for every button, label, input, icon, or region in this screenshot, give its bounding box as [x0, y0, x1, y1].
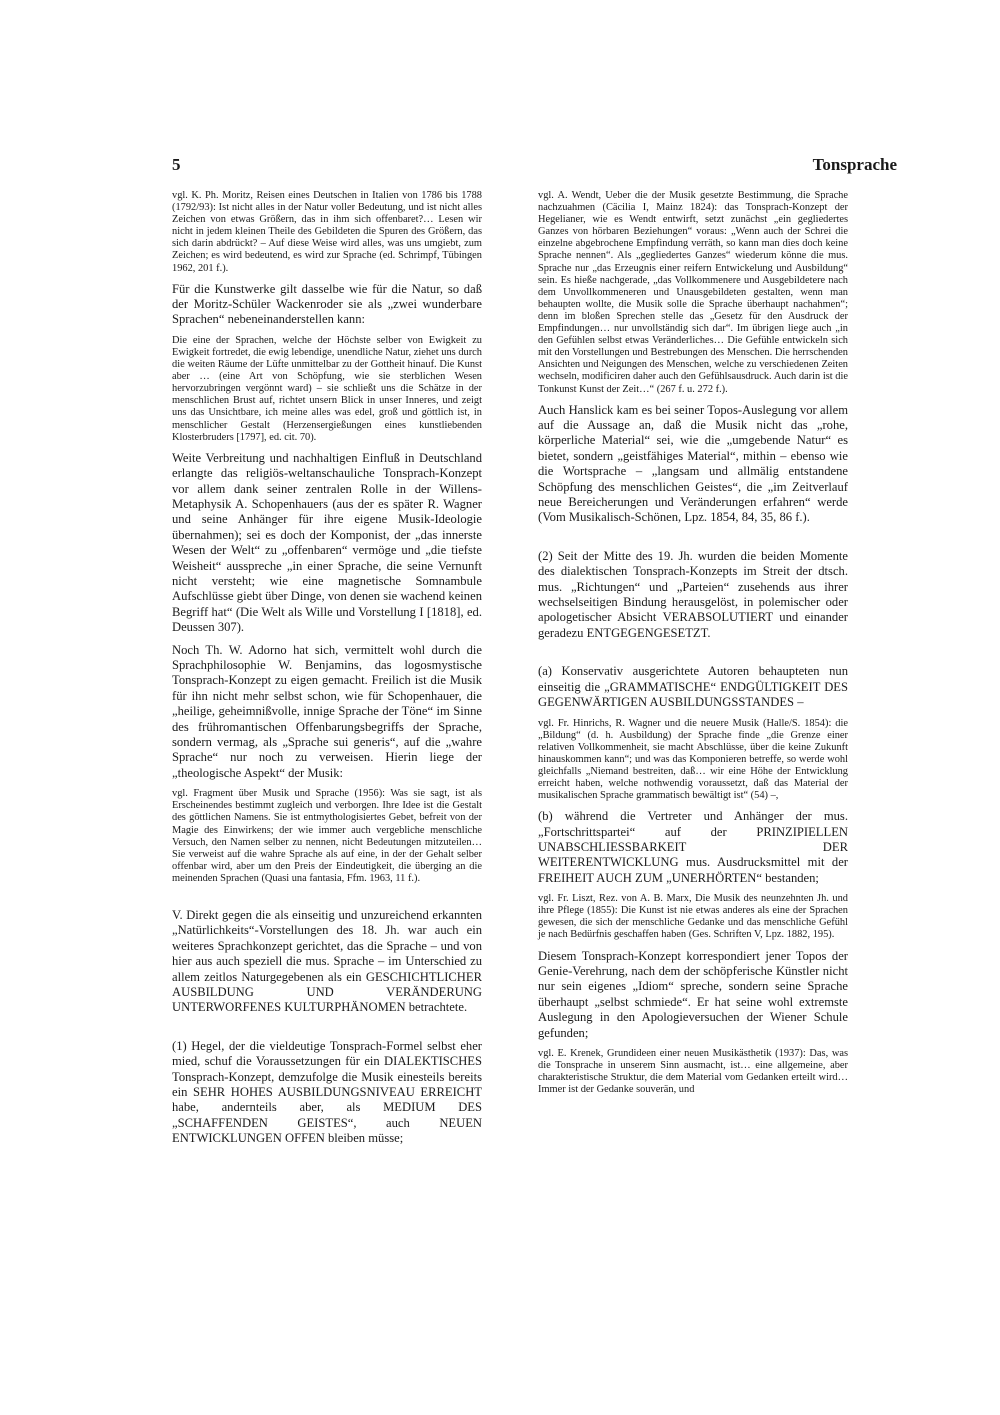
body-paragraph: Diesem Tonsprach-Konzept korrespondiert jener Topos der Genie-Verehrung, nach dem der schöpferische Künstler nicht nur sein eigenes „Idiom“ spreche, sondern seine Sprache überhaupt „selbst schmiede“. Er hat seine wohl extremste Auslegung in den Apologieversuchen der Wiener Schule gefunden; [538, 948, 848, 1040]
citation-paragraph: vgl. Fragment über Musik und Sprache (1956): Was sie sagt, ist als Erscheinendes bestimmt zugleich und verborgen. Ihre Idee ist die Gestalt des göttlichen Namens. Sie ist entmythologisiertes Gebet, befreit von der Magie des Einwirkens; der wie immer auch vergebliche menschliche Versuch, den Namen selber zu nennen, nicht Bedeutungen mitzuteilen… Sie verweist auf die wahre Sprache als auf eine, in der der Gehalt selber offenbar wird, aber um den Preis der Eindeutigkeit, die überging an die meinenden Sprachen (Quasi una fantasia, Ffm. 1963, 11 f.). [172, 788, 482, 884]
body-paragraph: (a) Konservativ ausgerichtete Autoren behaupteten nun einseitig die „GRAMMATISCHE“ ENDGÜLTIGKEIT DES GEGENWÄRTIGEN AUSBILDUNGSSTANDES – [538, 664, 848, 710]
citation-paragraph: vgl. E. Krenek, Grundideen einer neuen Musikästhetik (1937): Das, was die Tonsprache in unserem Sinn ausmacht, ist… eine allgemeine, aber charakteristische Struktur, die dem Material vom Gedanken erteilt wird… Immer ist der Gedanke souverän, und [538, 1048, 848, 1096]
body-paragraph: (2) Seit der Mitte des 19. Jh. wurden die beiden Momente des dialektischen Tonsprach-Konzepts im Streit der dtsch. mus. „Richtungen“ und „Parteien“ zusehends aus ihrer wechselseitigen Bindung herausgelöst, in polemischer oder apologetischer Absicht VERABSOLUTIERT und einander geradezu ENTGEGENGESETZT. [538, 548, 848, 640]
running-head: Tonsprache [812, 155, 897, 174]
body-paragraph: Weite Verbreitung und nachhaltigen Einfluß in Deutschland erlangte das religiös-weltanschauliche Tonsprach-Konzept vor allem dank seiner zentralen Rolle in der Willens-Metaphysik A. Schopenhauers (aus der es später R. Wagner und seine Anhänger für ihre eigene Musik-Ideologie übernahmen); sei es doch der Komponist, der „das innerste Wesen der Welt“ zu „offenbaren“ vermöge und „die tiefste Weisheit“ ausspreche „in einer Sprache, die seine Vernunft nicht versteht; wie eine magnetische Somnambule Aufschlüsse giebt über Dinge, von denen sie wachend keinen Begriff hat“ (Die Welt als Wille und Vorstellung I [1818], ed. Deussen 307). [172, 450, 482, 635]
citation-paragraph: vgl. Fr. Liszt, Rez. von A. B. Marx, Die Musik des neunzehnten Jh. und ihre Pflege (1855): Die Kunst ist nie etwas anderes als eine der Sprachen gewesen, die sich der menschliche Gedanke und das menschliche Gefühl je nach Bedürfnis geschaffen haben (Ges. Schriften V, Lpz. 1882, 195). [538, 893, 848, 941]
paragraph-gap [538, 533, 848, 542]
page-number: 5 [172, 155, 181, 174]
body-paragraph: V. Direkt gegen die als einseitig und unzureichend erkannten „Natürlichkeits“-Vorstellungen des 18. Jh. war auch ein weiteres Sprachkonzept gerichtet, das die Sprache – und von hier aus auch speziell die mus. Sprache – im Unterschied zu allem zeitlos Naturgegebenen als ein GESCHICHTLICHER AUSBILDUNG UND VERÄNDERUNG UNTERWORFENES KULTURPHÄNOMEN betrachtete. [172, 908, 482, 1015]
citation-paragraph: Die eine der Sprachen, welche der Höchste selber von Ewigkeit zu Ewigkeit fortredet, die ewig lebendige, unendliche Natur, ziehet uns durch die weiten Räume der Lüfte unmittelbar zu der Gottheit hinauf. Die Kunst aber … (eine Art von Schöpfung, wie sie sterblichen Wesen hervorzubringen vergönnt ward) – sie schließt uns die Schätze in der menschlichen Brust auf, richtet unsern Blick in unser Inneres, und zeigt uns das Unsichtbare, ich meine alles was edel, groß und göttlich ist, in menschlicher Gestalt (Herzensergießungen eines kunstliebenden Klosterbruders [1797], ed. cit. 70). [172, 334, 482, 443]
citation-paragraph: vgl. K. Ph. Moritz, Reisen eines Deutschen in Italien von 1786 bis 1788 (1792/93): Ist nicht alles in der Natur voller Bedeutung, und ist nicht alles Zeichen von etwas Größern, das in ihm sich offenbaret?… Lesen wir nicht in jedem kleinen Theile des Gebildeten die Spuren des Größern, das sich darin abdrückt? – Auf diese Weise wird alles, was uns umgiebt, zum Zeichen; es wird bedeutend, es wird zur Sprache (ed. Schrimpf, Tübingen 1962, 201 f.). [172, 190, 482, 274]
paragraph-gap [538, 648, 848, 657]
body-paragraph: (1) Hegel, der die vieldeutige Tonsprach-Formel selbst eher mied, schuf die Voraussetzungen für ein DIALEKTISCHES Tonsprach-Konzept, demzufolge die Musik einesteils bereits ein SEHR HOHES AUSBILDUNGSNIVEAU ERREICHT habe, andernteils aber, als MEDIUM DES „SCHAFFENDEN GEISTES“, auch NEUEN ENTWICKLUNGEN OFFEN bleiben müsse; [172, 1038, 482, 1146]
paragraph-gap [172, 892, 482, 901]
body-paragraph: Auch Hanslick kam es bei seiner Topos-Auslegung vor allem auf die Aussage an, daß die Musik nicht das „rohe, körperliche Material“ sei, wie die „umgebende Natur“ es bietet, sondern „geistfähiges Material“, mithin – ebenso wie die Wortsprache – „langsam und allmälig entstandene Schöpfung des menschlichen Geistes“, die „im Zeitverlauf neue Bereicherungen und Veränderungen erfahren“ werde (Vom Musikalisch-Schönen, Lpz. 1854, 84, 35, 86 f.). [538, 402, 848, 525]
body-paragraph: Noch Th. W. Adorno hat sich, vermittelt wohl durch die Sprachphilosophie W. Benjamins, das logosmystische Tonsprach-Konzept zu eigen gemacht. Freilich ist die Musik für ihn nicht mehr selbst schon, wie für Schopenhauer, die „heilige, geheimnißvolle, innige Sprache der Töne“ im Sinne des frühromantischen Offenbarungsbegriffs der Sprache, sondern vermag, als „Sprache sui generis“, auf die „wahre Sprache“ nur noch zu verweisen. Hierin liege der „theologische Aspekt“ der Musik: [172, 642, 482, 780]
right-column [538, 190, 848, 1103]
body-paragraph: Für die Kunstwerke gilt dasselbe wie für die Natur, so daß der Moritz-Schüler Wackenroder sie als „zwei wunderbare Sprachen“ nebeneinanderstellen kann: [172, 281, 482, 327]
body-paragraph: (b) während die Vertreter und Anhänger der mus. „Fortschrittspartei“ auf der PRINZIPIELLEN UNABSCHLIESSBARKEIT DER WEITERENTWICKLUNG mus. Ausdrucksmittel mit der FREIHEIT AUCH ZUM „UNERHÖRTEN“ bestanden; [538, 809, 848, 885]
left-column [172, 190, 482, 1154]
citation-paragraph: vgl. A. Wendt, Ueber die der Musik gesetzte Bestimmung, die Sprache nachzuahmen (Cäcilia I, Mainz 1824): das Tonsprach-Konzept der Hegelianer, wie es Wendt entwirft, setzt zunächst „ein gegliedertes Ganzes von hörbaren Beziehungen“ voraus: „Wenn auch der Schrei die einzelne abgebrochene Empfindung verräth, so kann man dies doch keine Sprache nennen“. Als „gegliedertes Ganzes“ wiederum könne die mus. Sprache nur „das Erzeugnis einer reifern Entwickelung und Ausbildung“ sein. Es hieße nachgerade, „das Vollkommenere und Ausgebildetere nach dem Unvollkommeneren und Unausgebildeten gestalten, wenn man behaupten wollte, die Musik solle die Sprache überhaupt nachahmen“; denn im bloßen Sprechen stelle das „Gesetz für den Ausdruck der Empfindungen… nur unvollständig sich dar“. Im übrigen liege auch „in den Gefühlen selbst etwas Veränderliches… Die Gefühle entwickeln sich mit den Vorstellungen und Bestrebungen des Menschen. Die herrschenden Ansichten und Neigungen des Menschen, welche zu verschiedenen Zeiten wechseln, modificiren daher auch den Gefühlsausdruck. Auch darin ist die Tonkunst Kunst der Zeit…“ (267 f. u. 272 f.). [538, 190, 848, 395]
paragraph-gap [172, 1023, 482, 1032]
citation-paragraph: vgl. Fr. Hinrichs, R. Wagner und die neuere Musik (Halle/S. 1854): die „Bildung“ (d. h. Ausbildung) der Sprache finde „die Grenze einer relativen Vollkommenheit, sie macht Abschlüsse, über die keine Zukunft hinauskommen kann“; und was das Komponieren betreffe, so werde wohl gleichfalls „Niemand bestreiten, daß… wir eine Höhe der Entwicklung erreicht haben, welche nothwendig voraussetzt, daß das Material der musikalischen Sprache grammatisch bewältigt ist“ (54) –, [538, 717, 848, 802]
